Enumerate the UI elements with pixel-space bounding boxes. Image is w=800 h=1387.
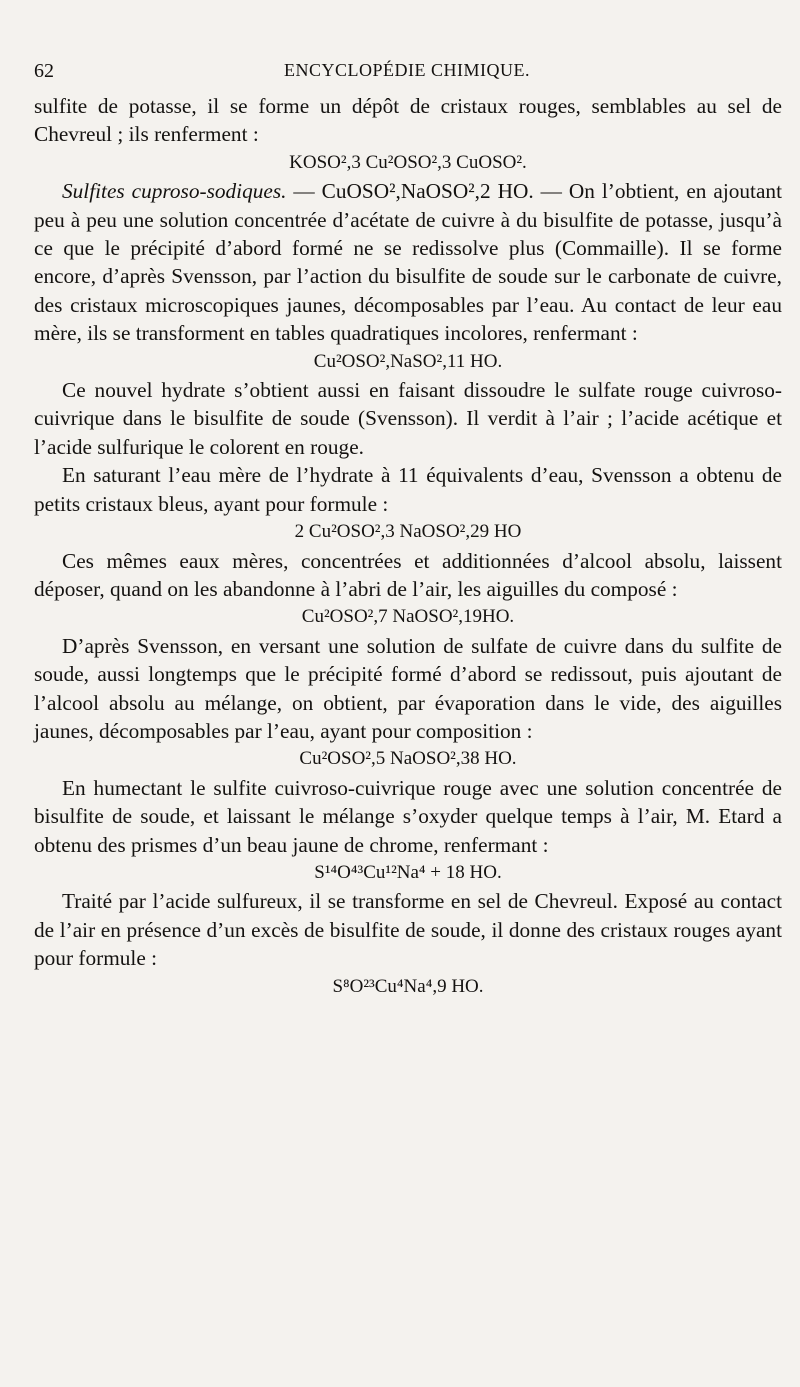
- paragraph-traite: Traité par l’acide sulfureux, il se transforme en sel de Chevreul. Exposé au contact de l’air en présence d’un excès de bisulfite de soude, il donne des cristaux rouges ayant pour formule :: [34, 889, 782, 971]
- formula-2: Cu²OSO²,NaSO²,11 HO.: [313, 350, 503, 372]
- section-title: Sulfites cuproso-sodiques.: [62, 179, 287, 204]
- formula-1: KOSO²,3 Cu²OSO²,3 CuOSO².: [289, 151, 527, 173]
- formula-4: Cu²OSO²,7 NaOSO²,19HO.: [301, 606, 515, 628]
- page-number: 62: [34, 60, 54, 82]
- paragraph-saturant: En saturant l’eau mère de l’hydrate à 11 équivalents d’eau, Svensson a obtenu de petits cristaux bleus, ayant pour formule :: [34, 463, 782, 516]
- running-title: ENCYCLOPÉDIE CHIMIQUE.: [284, 60, 530, 80]
- paragraph-humectant: En humectant le sulfite cuivroso-cuivrique rouge avec une solution concentrée de bisulfite de soude, et laissant le mélange s’oxyder quelque temps à l’air, M. Etard a obtenu des prismes d’un beau jaune de chrome, renfermant :: [34, 775, 782, 857]
- page-header: [34, 60, 780, 86]
- paragraph-eaux-meres: Ces mêmes eaux mères, concentrées et additionnées d’alcool absolu, laissent déposer, quand on les abandonne à l’abri de l’air, les aiguilles du composé :: [34, 548, 782, 601]
- formula-7: S⁸O²³Cu⁴Na⁴,9 HO.: [332, 975, 484, 997]
- paragraph-continuation: sulfite de potasse, il se forme un dépôt de cristaux rouges, semblables au sel de Chevreul ; ils renferment :: [34, 94, 782, 147]
- formula-5: Cu²OSO²,5 NaOSO²,38 HO.: [299, 748, 517, 770]
- body-text: [34, 92, 782, 1001]
- formula-3: 2 Cu²OSO²,3 NaOSO²,29 HO: [294, 521, 522, 543]
- paragraph-sulfites-cuproso-sodiques: [34, 177, 782, 347]
- paragraph-body: — CuOSO²,NaOSO²,2 HO. — On l’obtient, en ajoutant peu à peu une solution concentrée d’acétate de cuivre à du bisulfite de potasse, jusqu’à ce que le précipité d’abord formé ne se redissolve plus (Commaille). Il se forme encore, d’après Svensson, par l’action du bisulfite de soude sur le carbonate de cuivre, des cristaux microscopiques jaunes, décomposables par l’eau. Au contact de leur eau mère, ils se transforment en tables quadratiques incolores, renfermant :: [34, 179, 782, 346]
- paragraph-nouvel-hydrate: Ce nouvel hydrate s’obtient aussi en faisant dissoudre le sulfate rouge cuivroso-cuivrique dans le bisulfite de soude (Svensson). Il verdit à l’air ; l’acide acétique et l’acide sulfurique le colorent en rouge.: [34, 378, 782, 459]
- paragraph-svensson-versant: D’après Svensson, en versant une solution de sulfate de cuivre dans du sulfite de soude, aussi longtemps que le précipité formé d’abord se redissout, puis ajoutant de l’alcool absolu au mélange, on obtient, par évaporation dans le vide, des aiguilles jaunes, décomposables par l’eau, ayant pour composition :: [34, 633, 782, 743]
- formula-6: S¹⁴O⁴³Cu¹²Na⁴ + 18 HO.: [314, 861, 502, 883]
